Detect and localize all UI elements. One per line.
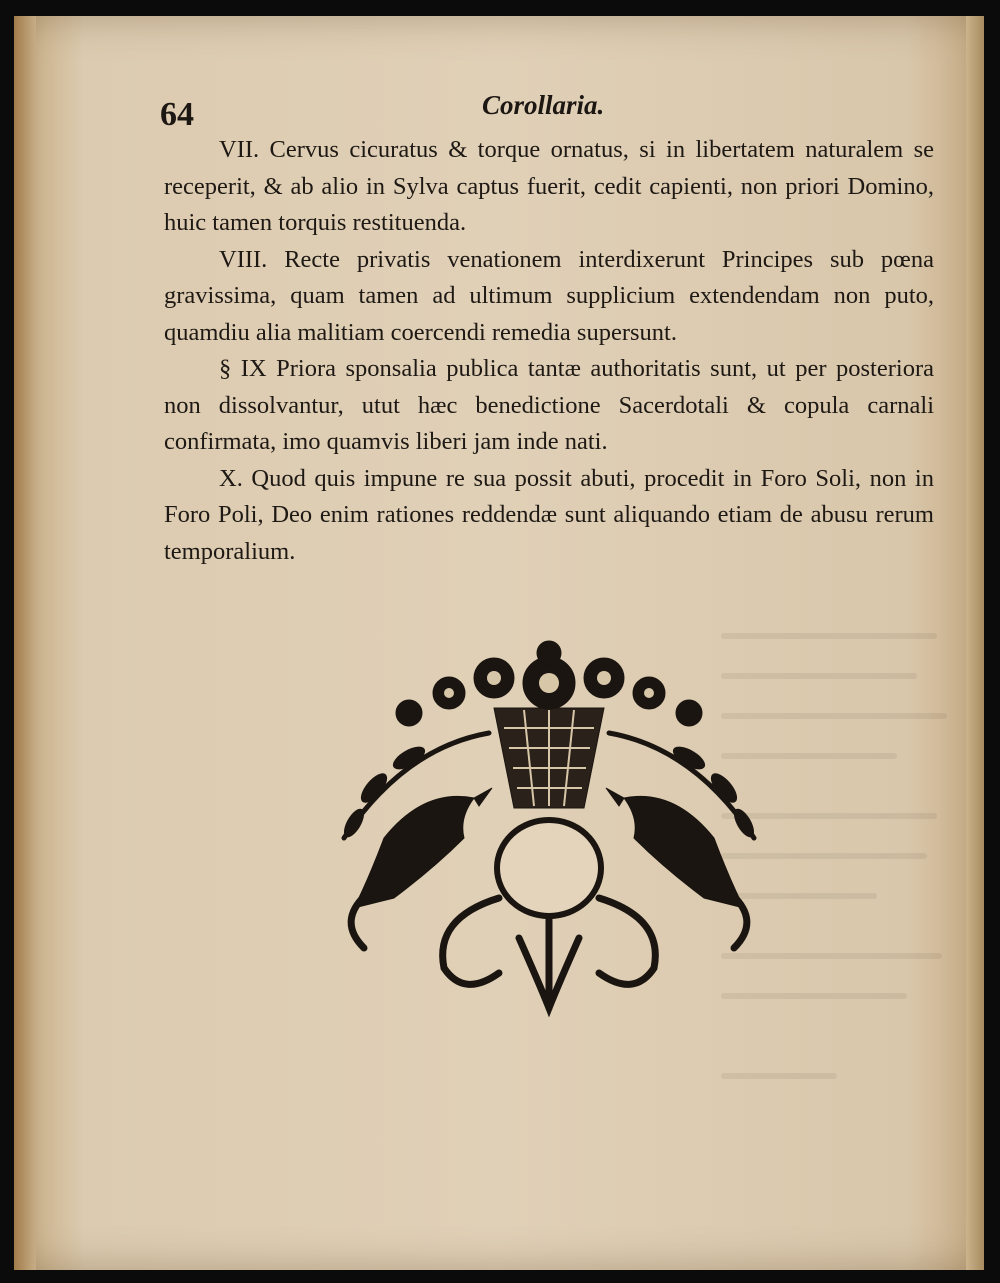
page-edge-right — [966, 16, 984, 1270]
page-header — [14, 76, 984, 136]
running-head: Corollaria. — [482, 90, 605, 120]
book-page — [14, 16, 984, 1270]
floral-basket-with-birds-icon — [314, 638, 784, 1018]
page-number: 64 — [160, 96, 194, 133]
paragraph-vii: VII. Cervus cicuratus & torque ornatus, si in libertatem naturalem se receperit, & ab alio in Sylva captus fuerit, cedit capienti, non priori Domino, huic tamen torquis restituenda. — [164, 136, 934, 236]
body-text — [164, 132, 934, 570]
page-edge-left — [14, 16, 36, 1270]
paragraph-ix: § IX Priora sponsalia publica tantæ authoritatis sunt, ut per posteriora non dissolvantur, utut hæc benedictione Sacerdotali & copula carnali confirmata, imo quamvis liberi jam inde nati. — [164, 355, 934, 455]
paragraph-viii: VIII. Recte privatis venationem interdixerunt Principes sub pœna gravissima, quam tamen ad ultimum supplicium extendendam non puto, quamdiu alia malitiam coercendi remedia supersunt. — [164, 245, 934, 346]
paragraph-x: X. Quod quis impune re sua possit abuti, procedit in Foro Soli, non in Foro Poli, Deo enim rationes reddendæ sunt aliquando etiam de abusu rerum temporalium. — [164, 464, 934, 565]
